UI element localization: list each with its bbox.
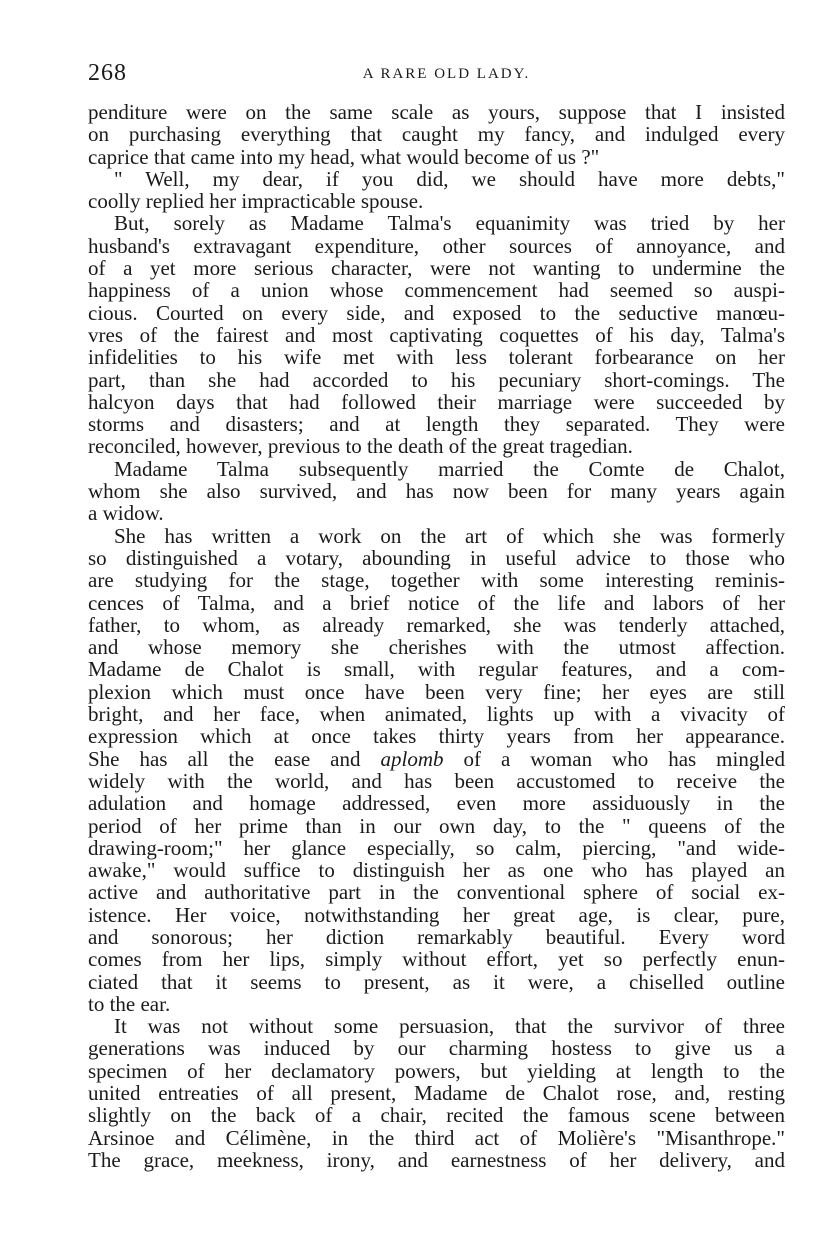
text-line: united entreaties of all present, Madame de Chalot rose, and, resting [88,1081,785,1106]
text-line [88,748,785,770]
text-line: active and authoritative part in the conventional sphere of social ex- [88,880,785,905]
text-line: father, to whom, as already remarked, she was tenderly attached, [88,612,785,637]
page-header [88,60,785,90]
text-line: istence. Her voice, notwithstanding her great age, is clear, pure, [88,902,785,927]
text-line: Madame Talma subsequently married the Comte de Chalot, [114,456,785,481]
text-line: generations was induced by our charming hostess to give us a [88,1036,785,1061]
text-line: and whose memory she cherishes with the utmost affection. [88,635,785,660]
text-line: husband's extravagant expenditure, other sources of annoyance, and [88,233,785,258]
text-line: The grace, meekness, irony, and earnestness of her delivery, and [88,1147,785,1172]
running-head: A RARE OLD LADY. [362,66,531,82]
italic-word: aplomb [380,746,444,771]
text-line: cious. Courted on every side, and exposed to the seductive manœu- [88,300,785,325]
text-line: penditure were on the same scale as yours, suppose that I insisted [88,100,785,124]
text-line: awake," would suffice to distinguish her as one who has played an [88,858,785,883]
text-line: a widow. [88,501,164,526]
text-line: widely with the world, and has been accustomed to receive the [88,768,785,793]
text-line: infidelities to his wife met with less tolerant forbearance on her [88,345,785,370]
text-line: drawing-room;" her glance especially, so calm, piercing, "and wide- [88,835,785,860]
text-line: period of her prime than in our own day, to the " queens of the [88,813,785,838]
text-line: She has written a work on the art of which she was formerly [114,523,785,548]
body-text [88,101,785,1171]
text-line: so distinguished a votary, abounding in useful advice to those who [88,545,785,570]
text-line: to the ear. [88,991,171,1016]
text-line: But, sorely as Madame Talma's equanimity was tried by her [114,211,785,236]
text-line: slightly on the back of a chair, recited the famous scene between [88,1103,785,1128]
text-line: cences of Talma, and a brief notice of the life and labors of her [88,590,785,615]
text-line: bright, and her face, when animated, lights up with a vivacity of [88,702,785,727]
text-line: halcyon days that had followed their marriage were succeeded by [88,389,785,414]
text-line: reconciled, however, previous to the death of the great tragedian. [88,434,633,459]
text-line: part, than she had accorded to his pecuniary short-comings. The [88,367,785,392]
text-line: adulation and homage addressed, even more assiduously in the [88,791,785,816]
text-line: whom she also survived, and has now been for many years again [88,479,785,504]
text-line: specimen of her declamatory powers, but yielding at length to the [88,1058,785,1083]
text-line: Madame de Chalot is small, with regular features, and a com- [88,657,785,682]
page-number: 268 [88,60,127,86]
text-line: Arsinoe and Célimène, in the third act of Molière's "Misanthrope." [88,1125,785,1150]
text-line: expression which at once takes thirty years from her appearance. [88,724,785,749]
text-segment: She has all the ease and [88,746,381,771]
text-line: happiness of a union whose commencement had seemed so auspi- [88,278,785,303]
text-line: It was not without some persuasion, that the survivor of three [114,1014,785,1039]
text-line: " Well, my dear, if you did, we should have more debts," [114,166,785,191]
text-line: ciated that it seems to present, as it were, a chiselled outline [88,969,785,994]
text-line: comes from her lips, simply without effort, yet so perfectly enun- [88,947,785,972]
text-line: storms and disasters; and at length they separated. They were [88,412,785,437]
text-line: vres of the fairest and most captivating coquettes of his day, Talma's [88,322,785,347]
text-line: coolly replied her impracticable spouse. [88,189,424,214]
text-line: caprice that came into my head, what would become of us ?" [88,144,600,169]
text-line: are studying for the stage, together with some interesting reminis- [88,568,785,593]
text-segment: of a woman who has mingled [443,746,785,771]
text-line: and sonorous; her diction remarkably beautiful. Every word [88,924,785,949]
text-line: plexion which must once have been very fine; her eyes are still [88,679,785,704]
text-line: of a yet more serious character, were not wanting to undermine the [88,256,785,281]
text-line: on purchasing everything that caught my fancy, and indulged every [88,122,785,147]
